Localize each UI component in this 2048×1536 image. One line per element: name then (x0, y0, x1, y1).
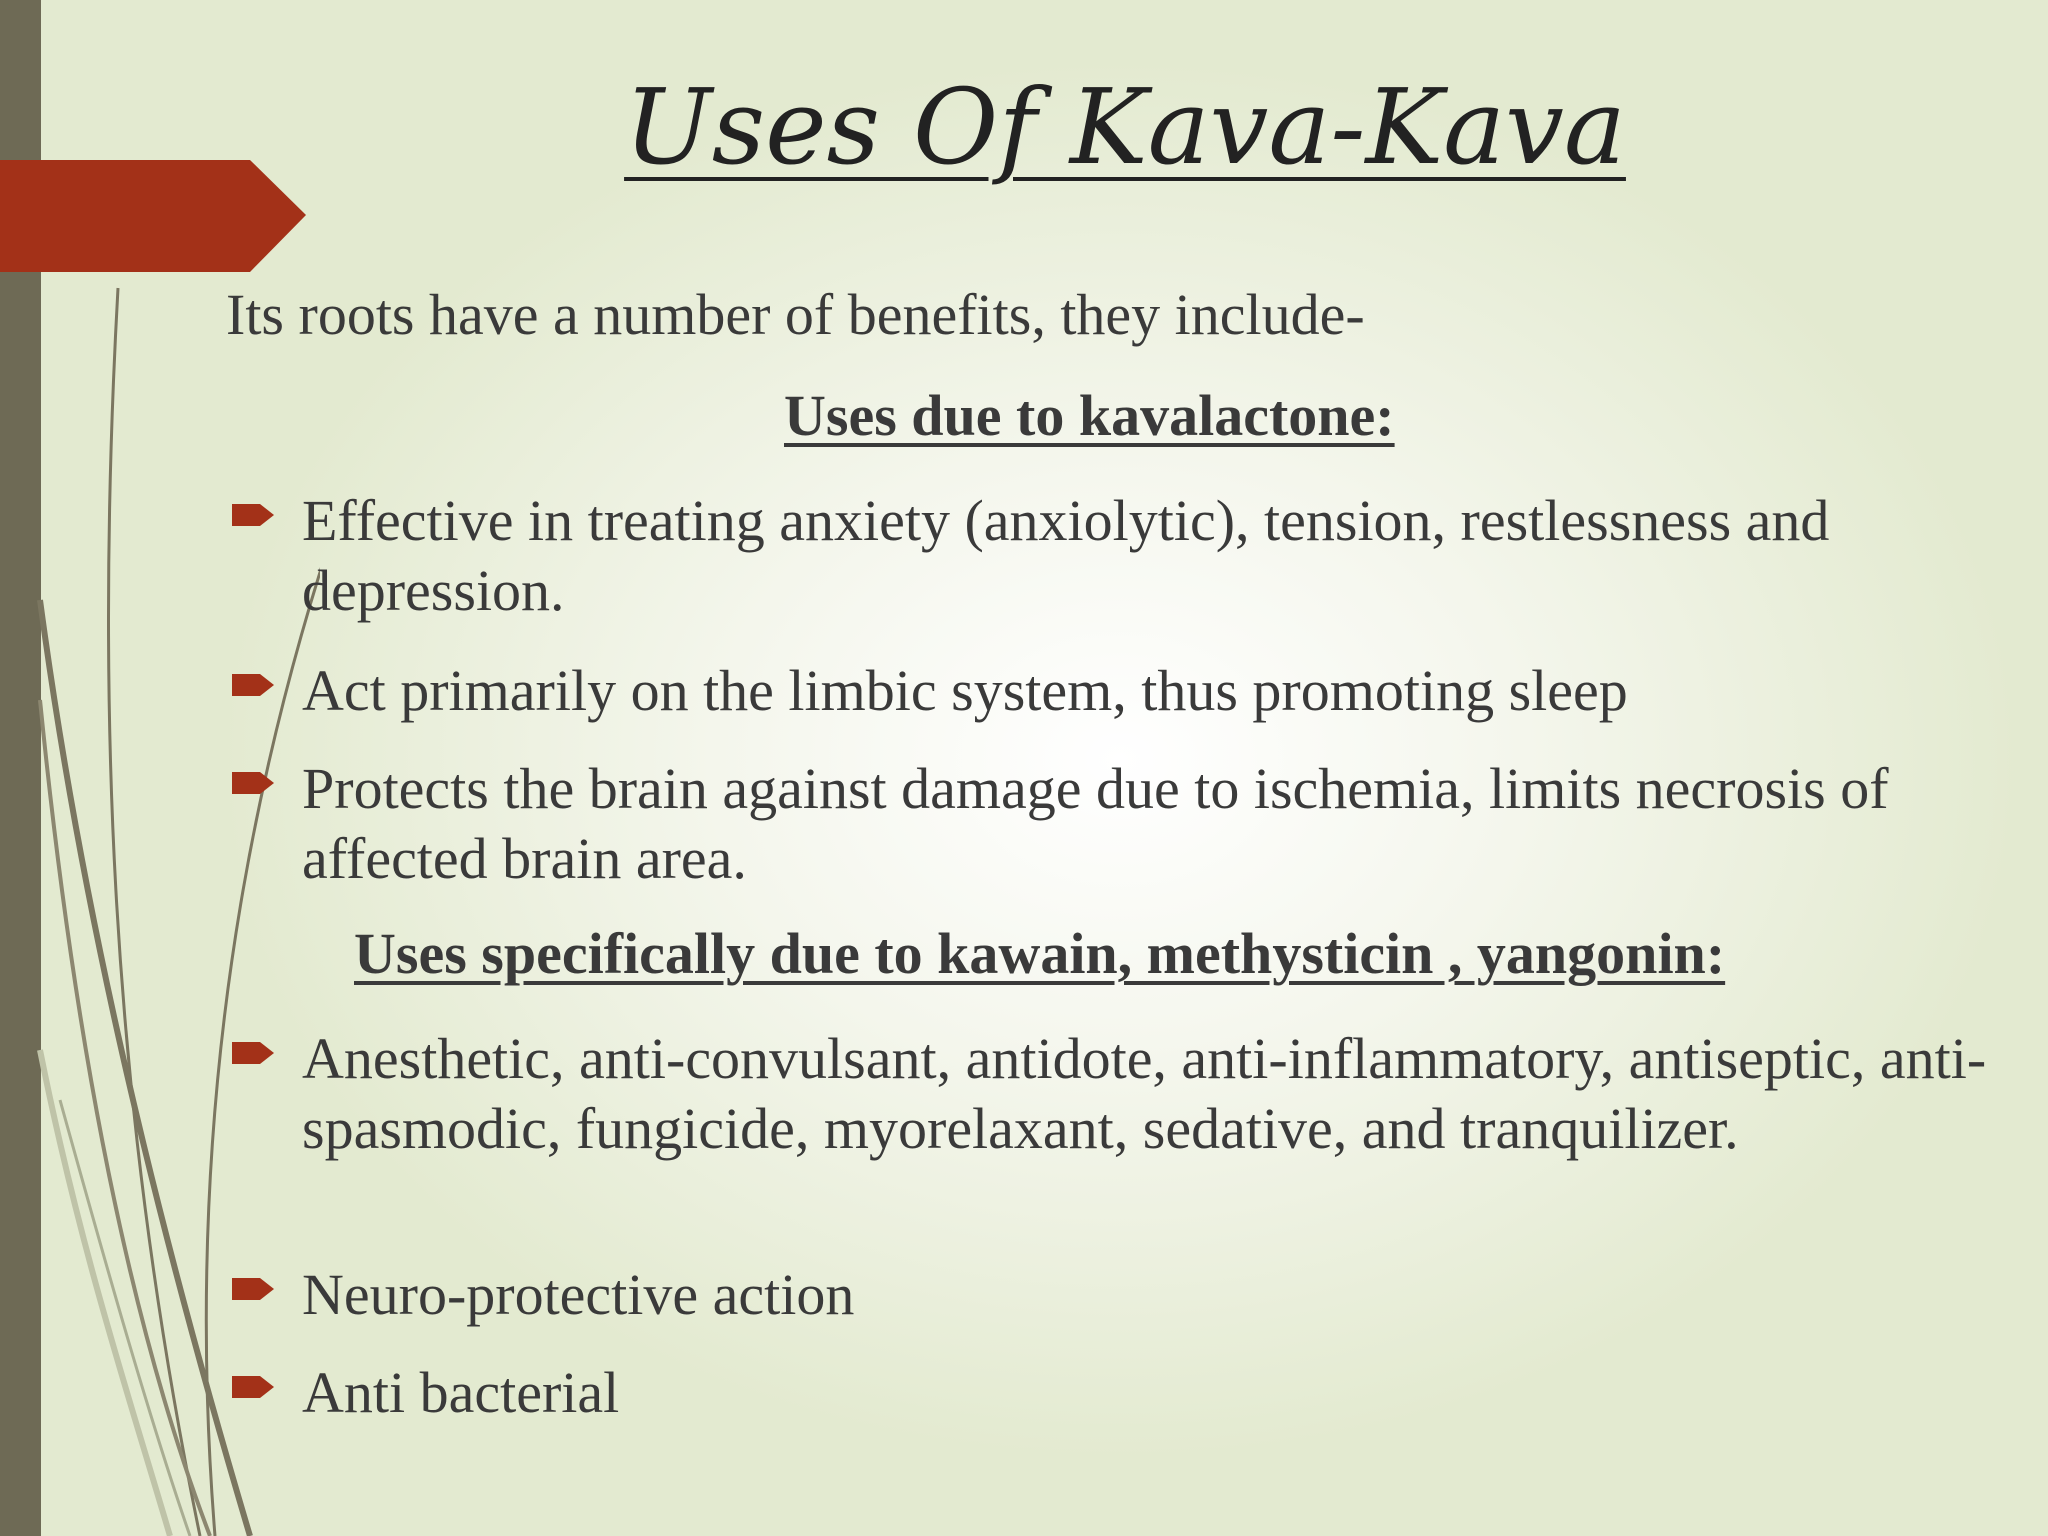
bullet-text: Anesthetic, anti-convulsant, antidote, anti-inflammatory, antiseptic, anti-spasmodic, fungicide, myorelaxant, sedative, and tranquilizer. (302, 1026, 1987, 1161)
arrow-bullet-icon (230, 670, 278, 700)
slide-title (300, 66, 1950, 188)
bullet-text: Neuro-protective action (302, 1262, 855, 1327)
arrow-bullet-icon (230, 1274, 278, 1304)
arrow-bullet-icon (230, 768, 278, 798)
intro-text: Its roots have a number of benefits, they include- (226, 282, 1365, 347)
slide-title-text: Uses Of Kava-Kava (624, 66, 1626, 188)
arrow-bullet-icon (230, 1038, 278, 1068)
red-flag-shape (0, 160, 310, 274)
arrow-bullet-icon (230, 1372, 278, 1402)
section-heading-kavalactone: Uses due to kavalactone: (784, 383, 1395, 448)
bullet-text: Anti bacterial (302, 1360, 620, 1425)
bullet-text: Protects the brain against damage due to ischemia, limits necrosis of affected brain area. (302, 756, 1889, 891)
arrow-bullet-icon (230, 500, 278, 530)
bullet-text: Act primarily on the limbic system, thus promoting sleep (302, 658, 1628, 723)
bullet-text: Effective in treating anxiety (anxiolytic), tension, restlessness and depression. (302, 488, 1830, 623)
section-heading-kawain-methysticin-yangonin: Uses specifically due to kawain, methysticin , yangonin: (354, 921, 1726, 986)
